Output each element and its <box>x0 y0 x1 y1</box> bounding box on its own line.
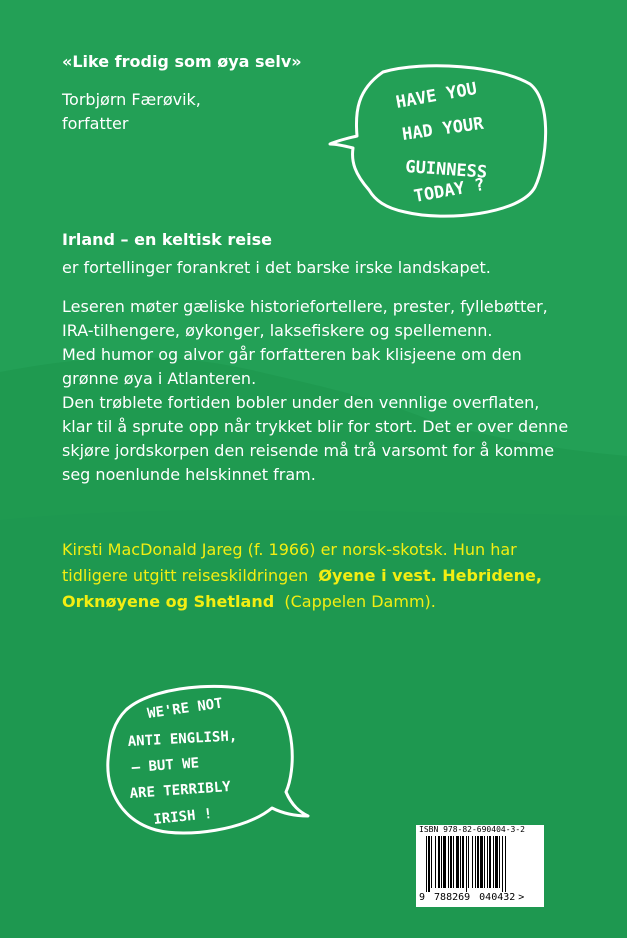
bubble-top-line-3: GUINNESS <box>404 157 488 183</box>
barcode-bar <box>428 836 430 892</box>
barcode-bar <box>466 836 467 892</box>
description-line: Den trøblete fortiden bobler under den vennlige overflaten, <box>62 393 540 412</box>
barcode-digit-first: 9 <box>419 892 426 903</box>
bubble-bottom-line-5: IRISH ! <box>152 805 214 828</box>
bio-line-2-text: tidligere utgitt reiseskildringen <box>62 566 309 585</box>
barcode-arrow: > <box>518 892 525 903</box>
description-line: skjøre jordskorpen den reisende må trå varsomt for å komme <box>62 441 555 460</box>
barcode-bar <box>448 836 449 888</box>
barcode-digits-left: 788269 <box>434 892 471 903</box>
bio-line-1: Kirsti MacDonald Jareg (f. 1966) er norsk-skotsk. Hun har <box>62 540 517 559</box>
barcode-bar <box>456 836 459 888</box>
speech-bubble-top <box>325 62 550 222</box>
book-title: Irland – en keltisk reise <box>62 230 272 249</box>
barcode-bar <box>477 836 479 888</box>
barcode-bar <box>450 836 452 888</box>
barcode-bar <box>499 836 500 888</box>
barcode-bar <box>487 836 488 888</box>
barcode-bar <box>484 836 485 888</box>
barcode-bar <box>493 836 494 888</box>
author-bio <box>62 537 602 615</box>
barcode-bar <box>505 836 506 892</box>
bio-line-2 <box>62 563 602 589</box>
barcode-bar <box>435 836 436 888</box>
barcode-bar <box>489 836 491 888</box>
bio-publisher: (Cappelen Damm). <box>284 592 436 611</box>
description-line: Med humor og alvor går forfatteren bak klisjeene om den <box>62 345 522 364</box>
barcode-bar <box>462 836 464 888</box>
description-line: klar til å sprute opp når trykket blir for stort. Det er over denne <box>62 417 569 436</box>
barcode-bar <box>426 836 427 892</box>
barcode-bar <box>495 836 498 888</box>
barcode-bar <box>438 836 440 888</box>
description-line: IRA-tilhengere, øykonger, laksefiskere og spellemenn. <box>62 321 493 340</box>
review-author <box>62 88 201 136</box>
barcode-bar <box>475 836 476 888</box>
bubble-top-line-1: HAVE YOU <box>394 79 479 113</box>
bio-line-3 <box>62 589 602 615</box>
barcode-bar <box>441 836 442 888</box>
barcode-bar <box>460 836 461 888</box>
barcode-digits <box>416 892 544 903</box>
barcode-bar <box>453 836 454 888</box>
bubble-bottom-line-3: – BUT WE <box>131 755 200 776</box>
previous-book-title-2: Orknøyene og Shetland <box>62 592 275 611</box>
barcode-bar <box>480 836 483 888</box>
barcode-digits-right: 040432 <box>479 892 516 903</box>
intro-text: er fortellinger forankret i det barske irske landskapet. <box>62 258 491 277</box>
description <box>62 295 602 487</box>
author-name: Torbjørn Færøvik, <box>62 90 201 109</box>
bubble-top-line-4: TODAY ? <box>412 174 487 207</box>
barcode-bar <box>443 836 446 888</box>
barcode-bars <box>426 836 538 892</box>
review-quote: «Like frodig som øya selv» <box>62 52 302 71</box>
barcode-bar <box>431 836 432 888</box>
bubble-bottom-line-1: WE'RE NOT <box>146 695 224 722</box>
barcode-bar <box>502 836 503 892</box>
previous-book-title-1: Øyene i vest. Hebridene, <box>318 566 542 585</box>
barcode <box>416 825 544 907</box>
barcode-bar <box>472 836 473 888</box>
author-role: forfatter <box>62 114 129 133</box>
bubble-bottom-line-2: ANTI ENGLISH, <box>127 728 238 750</box>
bubble-bottom-line-4: ARE TERRIBLY <box>129 778 232 802</box>
barcode-bar <box>468 836 469 888</box>
description-line: seg noenlunde helskinnet fram. <box>62 465 316 484</box>
isbn-label: ISBN 978-82-690404-3-2 <box>419 825 525 834</box>
bubble-top-line-2: HAD YOUR <box>400 113 485 145</box>
description-line: grønne øya i Atlanteren. <box>62 369 257 388</box>
description-line: Leseren møter gæliske historiefortellere, prester, fyllebøtter, <box>62 297 548 316</box>
speech-bubble-bottom <box>96 680 316 845</box>
